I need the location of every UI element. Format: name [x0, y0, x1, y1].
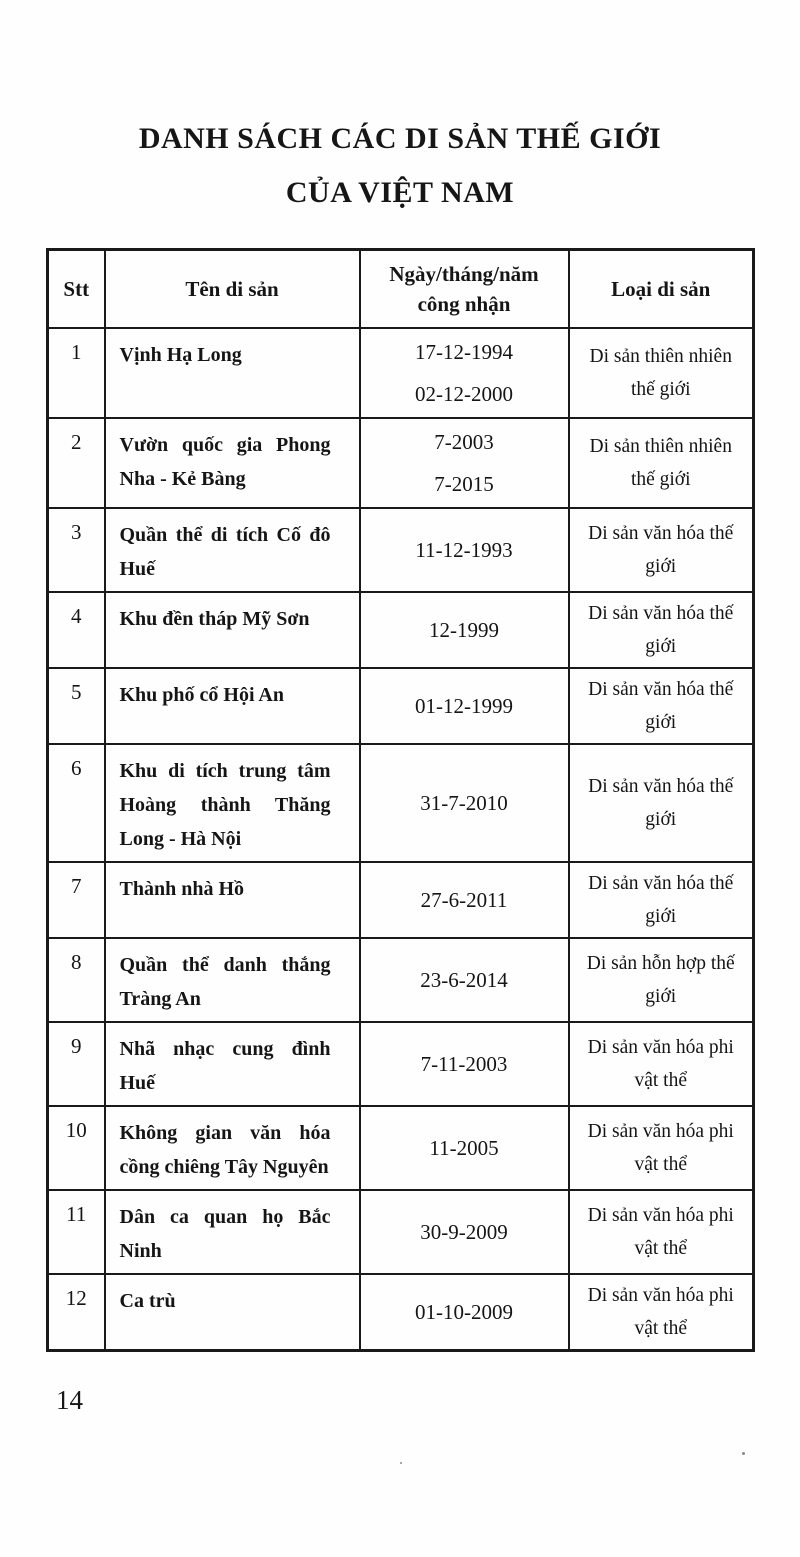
row-name: Không gian văn hóa cồng chiêng Tây Nguyên [105, 1106, 360, 1190]
row-name: Ca trù [105, 1274, 360, 1351]
row-stt: 12 [48, 1274, 105, 1351]
row-name: Thành nhà Hồ [105, 862, 360, 938]
row-name: Nhã nhạc cung đình Huế [105, 1022, 360, 1106]
row-type: Di sản văn hóa phi vật thể [569, 1022, 754, 1106]
row-type: Di sản văn hóa phi vật thể [569, 1274, 754, 1351]
row-type: Di sản văn hóa thế giới [569, 862, 754, 938]
row-type: Di sản văn hóa thế giới [569, 744, 754, 862]
row-stt: 7 [48, 862, 105, 938]
row-type: Di sản văn hóa thế giới [569, 508, 754, 592]
row-stt: 9 [48, 1022, 105, 1106]
row-name: Dân ca quan họ Bắc Ninh [105, 1190, 360, 1274]
header-stt: Stt [48, 250, 105, 329]
row-name: Khu đền tháp Mỹ Sơn [105, 592, 360, 668]
heritage-table-header [48, 250, 754, 329]
page-title [0, 0, 800, 220]
row-dates [360, 328, 569, 418]
date-value: 27-6-2011 [420, 888, 508, 912]
row-dates [360, 1190, 569, 1274]
heritage-table [46, 248, 755, 1352]
row-dates [360, 668, 569, 744]
date-value: 30-9-2009 [420, 1220, 508, 1244]
row-stt: 10 [48, 1106, 105, 1190]
table-row [48, 938, 754, 1022]
date-value: 11-2005 [429, 1136, 499, 1160]
row-stt: 1 [48, 328, 105, 418]
table-row [48, 744, 754, 862]
row-dates [360, 508, 569, 592]
date-value: 31-7-2010 [420, 791, 508, 815]
row-type: Di sản văn hóa phi vật thể [569, 1190, 754, 1274]
table-row [48, 1106, 754, 1190]
row-dates [360, 744, 569, 862]
row-dates [360, 1022, 569, 1106]
row-name: Khu phố cổ Hội An [105, 668, 360, 744]
row-dates [360, 592, 569, 668]
row-name: Vịnh Hạ Long [105, 328, 360, 418]
table-row [48, 1190, 754, 1274]
header-name: Tên di sản [105, 250, 360, 329]
row-type: Di sản văn hóa thế giới [569, 592, 754, 668]
table-row [48, 508, 754, 592]
row-type: Di sản văn hóa thế giới [569, 668, 754, 744]
row-name: Vườn quốc gia Phong Nha - Kẻ Bàng [105, 418, 360, 508]
row-type: Di sản hỗn hợp thế giới [569, 938, 754, 1022]
row-type: Di sản thiên nhiên thế giới [569, 328, 754, 418]
row-dates [360, 418, 569, 508]
header-date: Ngày/tháng/năm công nhận [360, 250, 569, 329]
heritage-table-body [48, 328, 754, 1351]
date-value: 01-10-2009 [415, 1300, 513, 1324]
date-value: 7-2003 [434, 430, 494, 454]
row-stt: 8 [48, 938, 105, 1022]
header-type: Loại di sản [569, 250, 754, 329]
row-stt: 3 [48, 508, 105, 592]
scan-speck [400, 1462, 402, 1464]
table-row [48, 1022, 754, 1106]
page-title-line1: DANH SÁCH CÁC DI SẢN THẾ GIỚI [138, 122, 662, 155]
row-dates [360, 1274, 569, 1351]
date-value: 11-12-1993 [415, 538, 513, 562]
row-dates [360, 938, 569, 1022]
page-title-line2: CỦA VIỆT NAM [285, 176, 515, 209]
header-row [48, 250, 754, 329]
date-value: 7-2015 [434, 472, 494, 496]
table-row [48, 328, 754, 418]
date-value: 02-12-2000 [415, 382, 513, 406]
page-number: 14 [56, 1385, 83, 1415]
date-value: 01-12-1999 [415, 694, 513, 718]
table-row [48, 592, 754, 668]
table-row [48, 862, 754, 938]
row-name: Quần thể di tích Cố đô Huế [105, 508, 360, 592]
date-value: 23-6-2014 [420, 968, 508, 992]
date-value: 7-11-2003 [420, 1052, 508, 1076]
row-type: Di sản thiên nhiên thế giới [569, 418, 754, 508]
row-stt: 4 [48, 592, 105, 668]
row-stt: 11 [48, 1190, 105, 1274]
table-row [48, 668, 754, 744]
table-row [48, 1274, 754, 1351]
row-name: Khu di tích trung tâm Hoàng thành Thăng Long - Hà Nội [105, 744, 360, 862]
row-dates [360, 862, 569, 938]
row-stt: 6 [48, 744, 105, 862]
row-stt: 2 [48, 418, 105, 508]
row-dates [360, 1106, 569, 1190]
date-value: 12-1999 [429, 618, 499, 642]
scan-speck [742, 1452, 745, 1455]
row-type: Di sản văn hóa phi vật thể [569, 1106, 754, 1190]
table-row [48, 418, 754, 508]
row-stt: 5 [48, 668, 105, 744]
row-name: Quần thể danh thắng Tràng An [105, 938, 360, 1022]
date-value: 17-12-1994 [415, 340, 513, 364]
